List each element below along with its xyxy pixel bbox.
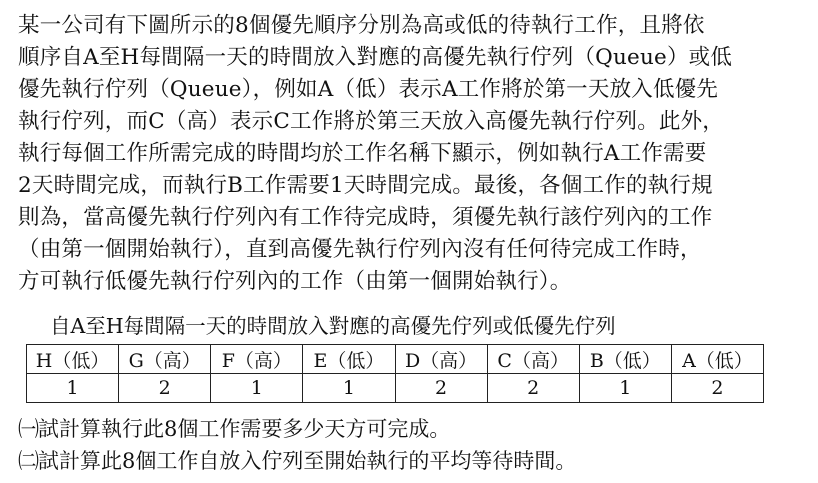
- task-table: [26, 344, 764, 403]
- task-header-cell: H（低）: [27, 345, 119, 374]
- paragraph-line: 執行佇列，而C（高）表示C工作將於第三天放入高優先執行佇列。此外，: [18, 109, 725, 134]
- paragraph-line: 某一公司有下圖所示的8個優先順序分別為高或低的待執行工作，且將依: [18, 13, 705, 38]
- task-header-cell: A（低）: [671, 345, 763, 374]
- question-2: [18, 446, 576, 476]
- task-duration-cell: 2: [487, 374, 579, 403]
- task-duration-cell: 1: [579, 374, 671, 403]
- question-text: 試計算此8個工作自放入佇列至開始執行的平均等待時間。: [38, 449, 577, 473]
- task-duration-cell: 1: [27, 374, 119, 403]
- paragraph-line: 執行每個工作所需完成的時間均於工作名稱下顯示，例如執行A工作需要: [18, 141, 707, 166]
- task-header-cell: B（低）: [579, 345, 671, 374]
- paragraph-line: 順序自A至H每間隔一天的時間放入對應的高優先執行佇列（Queue）或低: [18, 45, 733, 70]
- task-header-cell: G（高）: [119, 345, 211, 374]
- problem-description: [18, 10, 810, 298]
- task-duration-cell: 2: [119, 374, 211, 403]
- paragraph-line: 則為，當高優先執行佇列內有工作待完成時，須優先執行該佇列內的工作: [18, 205, 713, 230]
- paragraph-line: 方可執行低優先執行佇列內的工作（由第一個開始執行）。: [18, 269, 572, 294]
- question-number: ㈡: [18, 449, 38, 473]
- task-duration-cell: 1: [303, 374, 395, 403]
- paragraph-line: （由第一個開始執行），直到高優先執行佇列內沒有任何待完成工作時，: [18, 237, 702, 262]
- task-header-cell: C（高）: [487, 345, 579, 374]
- table-caption: 自A至H每間隔一天的時間放入對應的高優先佇列或低優先佇列: [50, 314, 616, 338]
- task-duration-cell: 1: [211, 374, 303, 403]
- task-header-cell: F（高）: [211, 345, 303, 374]
- paragraph-line: 2天時間完成，而執行B工作需要1天時間完成。最後，各個工作的執行規: [18, 173, 713, 198]
- task-duration-cell: 2: [671, 374, 763, 403]
- question-number: ㈠: [18, 417, 38, 441]
- task-header-cell: E（低）: [303, 345, 395, 374]
- task-duration-cell: 2: [395, 374, 487, 403]
- task-header-cell: D（高）: [395, 345, 487, 374]
- table-header-row: [27, 345, 764, 374]
- question-1: [18, 414, 450, 444]
- table-row: [27, 374, 764, 403]
- question-text: 試計算執行此8個工作需要多少天方可完成。: [38, 417, 451, 441]
- paragraph-line: 優先執行佇列（Queue），例如A（低）表示A工作將於第一天放入低優先: [18, 77, 719, 102]
